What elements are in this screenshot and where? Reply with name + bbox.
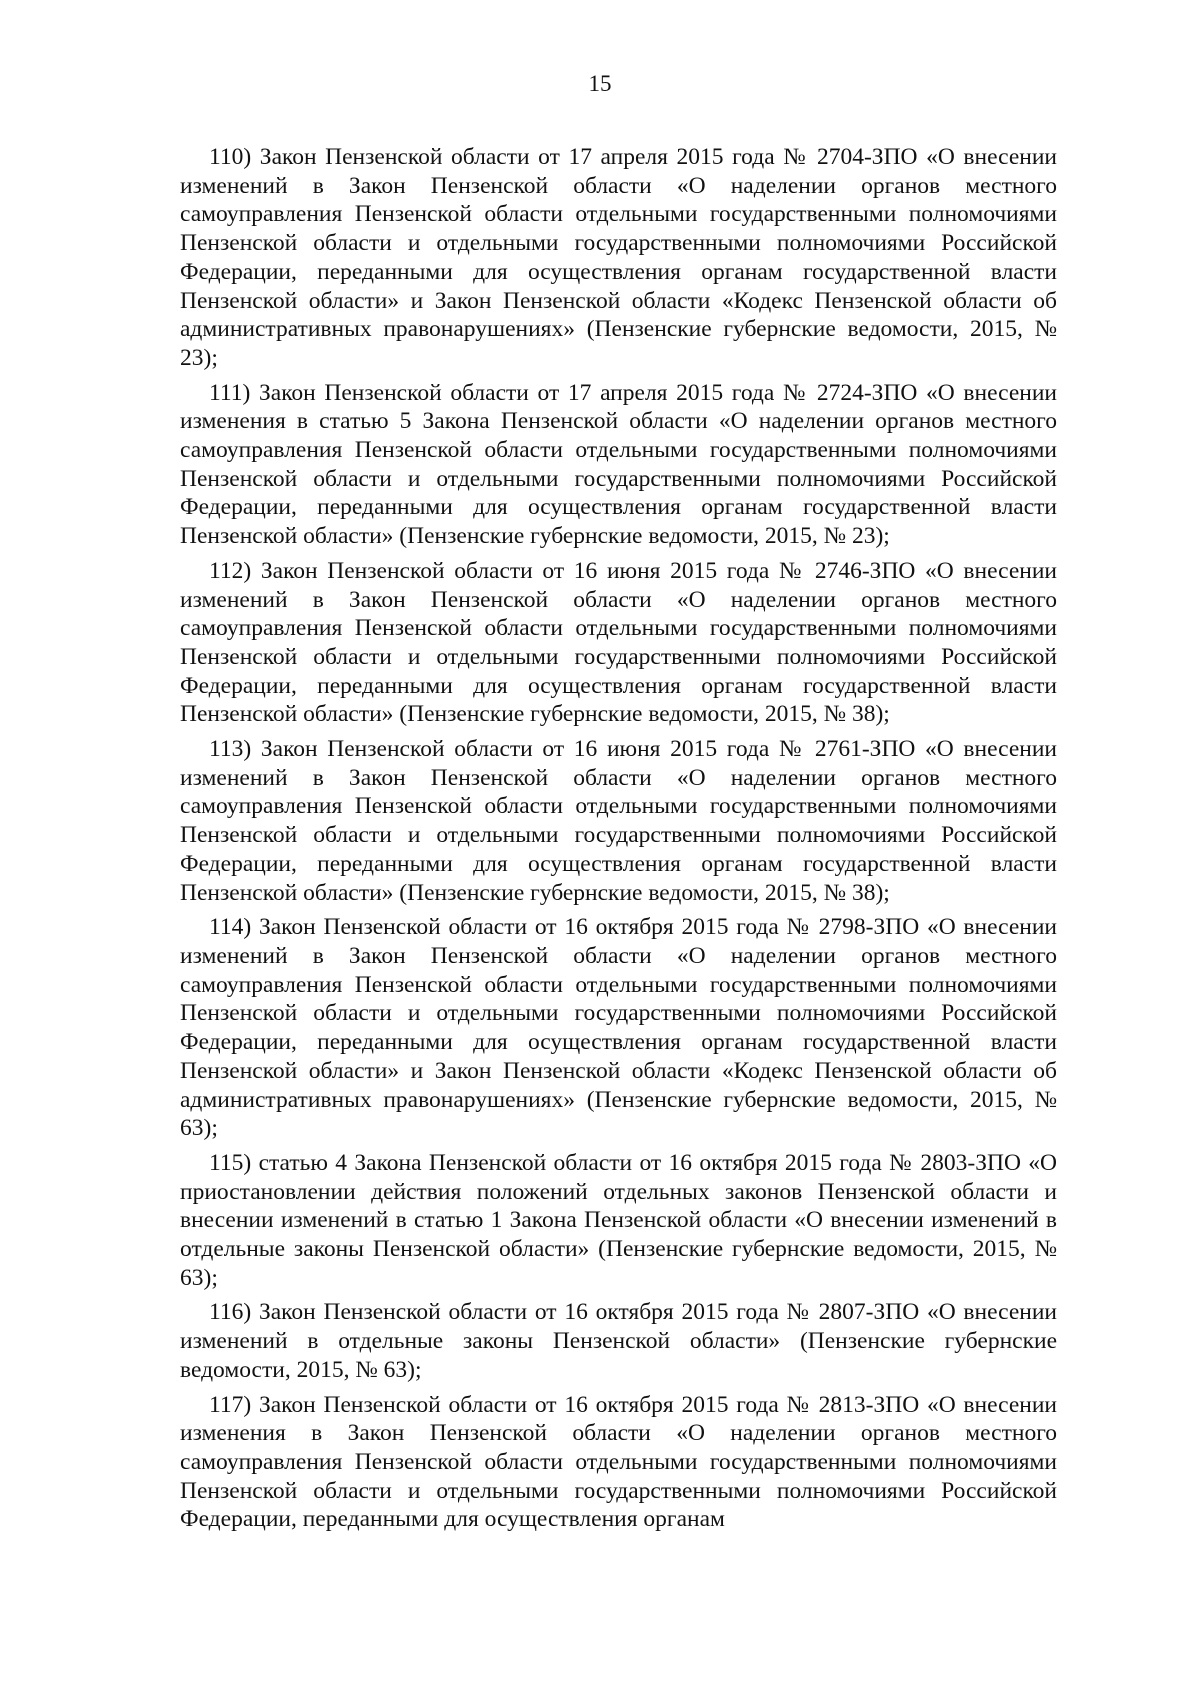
list-item-116: 116) Закон Пензенской области от 16 октября 2015 года № 2807-ЗПО «О внесении изменений в отдельные законы Пензенской области» (Пензенские губернские ведомости, 2015, № 63); xyxy=(180,1299,1057,1383)
document-body xyxy=(180,143,1057,1540)
list-item-112: 112) Закон Пензенской области от 16 июня 2015 года № 2746-ЗПО «О внесении изменений в Закон Пензенской области «О наделении органов местного самоуправления Пензенской области отдельными государственными полномочиями Пензенской области и отдельными государственными полномочиями Российской Федерации, переданными для осуществления органам государственной власти Пензенской области» (Пензенские губернские ведомости, 2015, № 38); xyxy=(180,557,1057,728)
list-item-113: 113) Закон Пензенской области от 16 июня 2015 года № 2761-ЗПО «О внесении изменений в Закон Пензенской области «О наделении органов местного самоуправления Пензенской области отдельными государственными полномочиями Пензенской области и отдельными государственными полномочиями Российской Федерации, переданными для осуществления органам государственной власти Пензенской области» (Пензенские губернские ведомости, 2015, № 38); xyxy=(180,736,1057,906)
list-item-110: 110) Закон Пензенской области от 17 апреля 2015 года № 2704-ЗПО «О внесении изменений в Закон Пензенской области «О наделении органов местного самоуправления Пензенской области отдельными государственными полномочиями Пензенской области и отдельными государственными полномочиями Российской Федерации, переданными для осуществления органам государственной власти Пензенской области» и Закон Пензенской области «Кодекс Пензенской области об административных правонарушениях» (Пензенские губернские ведомости, 2015, № 23); xyxy=(180,144,1057,371)
list-item-111: 111) Закон Пензенской области от 17 апреля 2015 года № 2724-ЗПО «О внесении изменения в статью 5 Закона Пензенской области «О наделении органов местного самоуправления Пензенской области отдельными государственными полномочиями Пензенской области и отдельными государственными полномочиями Российской Федерации, переданными для осуществления органам государственной власти Пензенской области» (Пензенские губернские ведомости, 2015, № 23); xyxy=(180,379,1057,550)
list-item-114: 114) Закон Пензенской области от 16 октября 2015 года № 2798-ЗПО «О внесении изменений в Закон Пензенской области «О наделении органов местного самоуправления Пензенской области отдельными государственными полномочиями Пензенской области и отдельными государственными полномочиями Российской Федерации, переданными для осуществления органам государственной власти Пензенской области» и Закон Пензенской области «Кодекс Пензенской области об административных правонарушениях» (Пензенские губернские ведомости, 2015, № 63); xyxy=(180,914,1057,1142)
page-number: 15 xyxy=(588,71,612,96)
list-item-115: 115) статью 4 Закона Пензенской области от 16 октября 2015 года № 2803-ЗПО «О приостановлении действия положений отдельных законов Пензенской области и внесении изменений в статью 1 Закона Пензенской области «О внесении изменений в отдельные законы Пензенской области» (Пензенские губернские ведомости, 2015, № 63); xyxy=(180,1149,1057,1291)
list-item-117: 117) Закон Пензенской области от 16 октября 2015 года № 2813-ЗПО «О внесении изменения в Закон Пензенской области «О наделении органов местного самоуправления Пензенской области отдельными государственными полномочиями Пензенской области и отдельными государственными полномочиями Российской Федерации, переданными для осуществления органам xyxy=(180,1391,1057,1533)
